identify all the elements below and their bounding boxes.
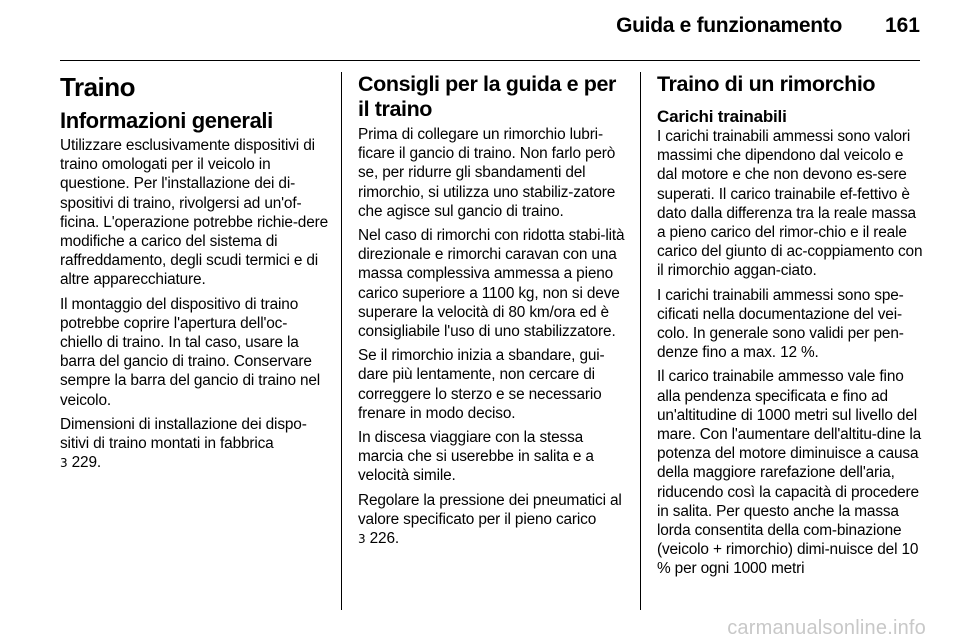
column-1 [60,72,328,478]
paragraph: In discesa viaggiare con la stessa marcia che si userebbe in salita e a velocità simile. [358,429,594,485]
page-reference-icon: 3 [60,456,68,471]
page-reference-icon: 3 [358,532,366,547]
paragraph: Prima di collegare un rimorchio lubri-ficare il gancio di traino. Non farlo però se, per ridurre gli sbandamenti del rimorchio, si utilizza uno stabiliz-zatore che agisce sul gancio di traino. [358,126,616,220]
column-divider [341,72,342,610]
paragraph: I carichi trainabili ammessi sono spe-cificati nella documentazione del vei-colo. In generale sono validi per pen-denze fino a max. 12 %. [657,286,904,362]
paragraph: Utilizzare esclusivamente dispositivi di traino omologati per il veicolo in questione. Per l'installazione dei di-spositivi di traino, rivolgersi ad un'of-ficina. L'operazione potrebbe richie-dere modifiche a carico del sistema di raffreddamento, degli scudi termici e di altre apparecchiature. [60,137,329,289]
column-2 [358,72,626,554]
page-reference-text: 229. [71,454,101,472]
page-reference-link[interactable] [358,530,399,547]
paragraph-text: Dimensioni di installazione dei dispo-sitivi di traino montati in fabbrica [60,415,307,453]
page-number: 161 [884,14,920,37]
paragraph: I carichi trainabili ammessi sono valori massimi che dipendono dal veicolo e dal motore e che non devono es-sere superati. Il carico trainabile ef-fettivo è dato dalla differenza tra la reale massa a pieno carico del rimor-chio e il reale carico del giunto di ac-coppiamento con il rimorchio aggan-ciato. [657,128,923,280]
paragraph: Nel caso di rimorchi con ridotta stabi-lità direzionale e rimorchi caravan con una massa complessiva ammessa a pieno carico superiore a 1100 kg, non si deve superare la velocità di 80 km/ora ed è consigliabile l'uso di uno stabilizzatore. [358,227,625,341]
paragraph: Il montaggio del dispositivo di traino potrebbe coprire l'apertura dell'oc-chiello di traino. In tal caso, usare la barra del gancio di traino. Conservare sempre la barra del gancio di traino nel veicolo. [60,295,321,409]
page-reference-link[interactable] [60,454,101,471]
subsection-title-carichi: Carichi trainabili [657,107,787,126]
column-3 [657,72,923,584]
subsection-title-informazioni: Informazioni generali [60,108,273,133]
header-rule [60,60,920,61]
column-divider [640,72,641,610]
section-title-consigli: Consigli per la guida e per il traino [358,72,617,121]
header-title: Guida e funzionamento [616,14,842,37]
paragraph: Se il rimorchio inizia a sbandare, gui-dare più lentamente, non cercare di correggere lo sterzo e se necessario frenare in modo deciso. [358,347,605,422]
section-title-traino: Traino [60,72,136,102]
section-title-traino-rimorchio: Traino di un rimorchio [657,72,876,96]
paragraph: Il carico trainabile ammesso vale fino alla pendenza specificata e fino ad un'altitudine di 1000 metri sul livello del mare. Con l'aumentare dell'altitu-dine la potenza del motore diminuisce a causa della maggiore rarefazione dell'aria, riducendo così la capacità di procedere in salita. Per questo anche la massa lorda consentita della com-binazione (veicolo + rimorchio) dimi-nuisce del 10 % per ogni 1000 metri [657,368,922,578]
page-reference-text: 226. [369,530,399,548]
watermark: carmanualsonline.info [727,617,926,639]
paragraph-text: Regolare la pressione dei pneumatici al valore specificato per il pieno carico [358,491,622,528]
paragraph [358,491,626,550]
paragraph [60,415,328,474]
